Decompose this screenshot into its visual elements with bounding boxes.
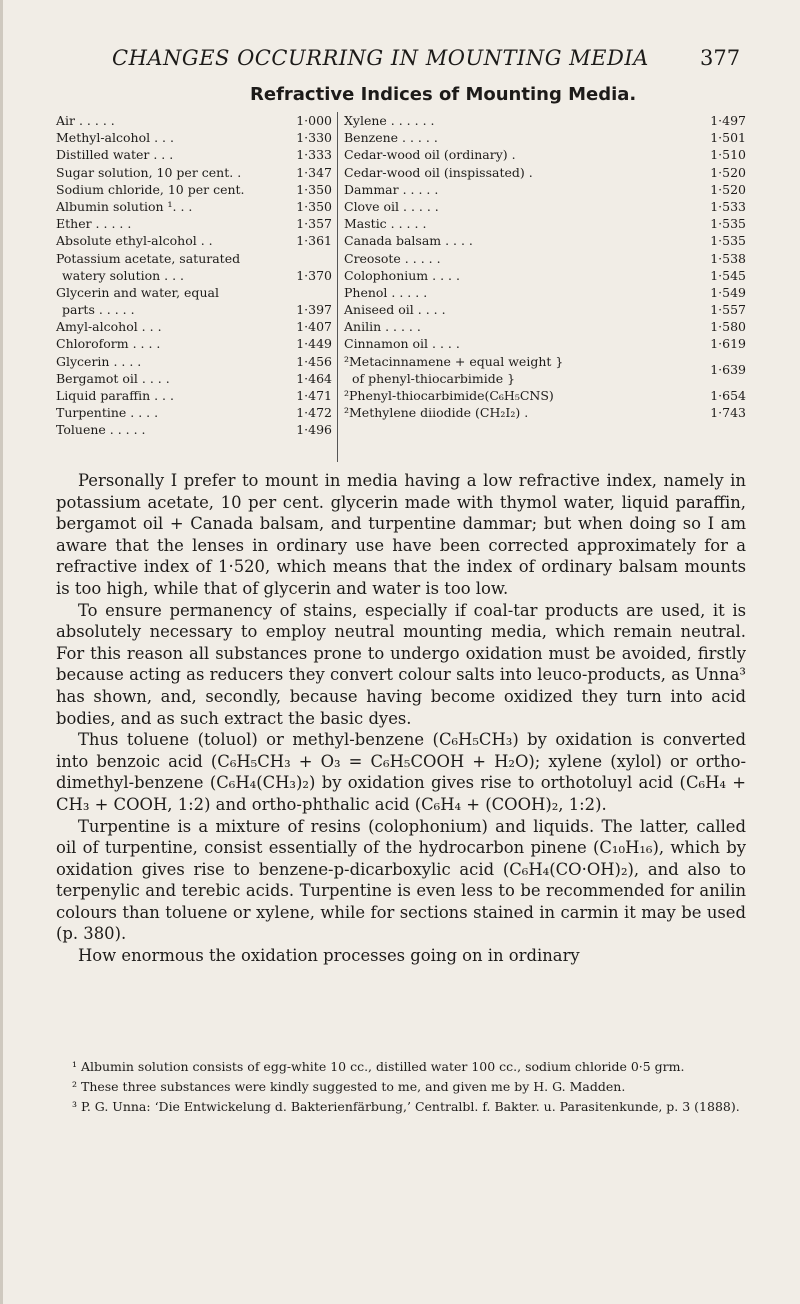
refractive-index-value: 1·471 [296,388,332,404]
table-row [344,267,746,284]
table-left-column [56,112,332,439]
refractive-index-value: 1·535 [710,233,746,249]
substance-name: Sodium chloride, 10 per cent. [56,181,245,197]
substance-name: Absolute ethyl-alcohol . . [56,233,213,249]
substance-name: Benzene . . . . . [344,130,438,146]
table-row [344,215,746,232]
table-row [344,250,746,267]
refractive-index-value: 1·330 [296,130,332,146]
paragraph: Turpentine is a mixture of resins (colophonium) and liquids. The latter, called oil of turpentine, consist essentially of the hydrocarbon pinene (C₁₀H₁₆), which by oxidation gives rise to benzene-p-dicarboxylic acid (C₆H₄(CO·OH)₂), and also to terpenylic and terebic acids. Turpentine is even less to be recommended for anilin colours than toluene or xylene, while for sections stained in carmin it may be used (p. 380). [56,816,746,944]
refractive-index-value: 1·333 [296,147,332,163]
table-row [56,284,332,318]
refractive-index-value: 1·496 [296,422,332,438]
substance-name: Sugar solution, 10 per cent. . [56,164,242,180]
table-row [344,318,746,335]
substance-name: Creosote . . . . . [344,250,441,266]
substance-name: Bergamot oil . . . . [56,370,170,386]
refractive-index-value: 1·456 [296,353,332,369]
table-row [56,181,332,198]
substance-name: ²Metacinnamene + equal weight } [344,353,564,369]
table-row [56,129,332,146]
table-row [56,387,332,404]
substance-name: Potassium acetate, saturated [56,250,241,266]
refractive-index-value: 1·535 [710,216,746,232]
table-row [344,146,746,163]
refractive-index-value: 1·370 [296,267,332,283]
refractive-index-value: 1·533 [710,198,746,214]
page-edge-shadow [0,0,3,1304]
refractive-index-value: 1·654 [710,388,746,404]
footnote: ² These three substances were kindly suggested to me, and given me by H. G. Madden. [72,1079,626,1094]
substance-name: Amyl-alcohol . . . [56,319,162,335]
substance-name: ²Phenyl-thiocarbimide(C₆H₅CNS) [344,388,554,404]
refractive-index-value: 1·407 [296,319,332,335]
substance-name: Clove oil . . . . . [344,198,439,214]
refractive-index-value: 1·520 [710,164,746,180]
substance-name: Ether . . . . . [56,216,132,232]
refractive-index-value: 1·347 [296,164,332,180]
table-row [56,250,332,284]
substance-name: Aniseed oil . . . . [344,302,446,318]
substance-name: Colophonium . . . . [344,267,460,283]
substance-name: Air . . . . . [56,113,115,128]
refractive-index-value: 1·357 [296,216,332,232]
refractive-index-value: 1·464 [296,370,332,386]
substance-name: Xylene . . . . . . [344,113,435,128]
table-row [344,335,746,352]
refractive-index-value: 1·449 [296,336,332,352]
substance-name: Liquid paraffin . . . [56,388,174,404]
refractive-index-value: 1·619 [710,336,746,352]
table-row [56,232,332,249]
table-row [56,198,332,215]
refractive-index-value: 1·000 [296,113,332,128]
refractive-index-value: 1·501 [710,130,746,146]
footnote: ¹ Albumin solution consists of egg-white 10 cc., distilled water 100 cc., sodium chloride 0·5 grm. [72,1059,685,1074]
substance-name: Distilled water . . . [56,147,174,163]
table-right-column [344,112,746,421]
refractive-index-value: 1·361 [296,233,332,249]
refractive-index-value: 1·497 [710,113,746,128]
substance-name-continued: watery solution . . . [62,267,185,283]
table-row [56,335,332,352]
substance-name: Anilin . . . . . [344,319,421,335]
body-text [56,470,746,967]
refractive-index-value: 1·557 [710,302,746,318]
table-row [344,164,746,181]
table-row [344,198,746,215]
table-row [56,215,332,232]
paragraph: Personally I prefer to mount in media having a low refractive index, namely in potassium acetate, 10 per cent. glycerin made with thymol water, liquid paraffin, bergamot oil + Canada balsam, and turpentine dammar; but when doing so I am aware that the lenses in ordinary use have been corrected approximately for a refractive index of 1·520, which means that the index of ordinary balsam mounts is too high, while that of glycerin and water is too low. [56,471,746,598]
table-row [344,301,746,318]
table-row [56,318,332,335]
substance-name: Albumin solution ¹. . . [56,198,193,214]
substance-name-continued: of phenyl-thiocarbimide } [352,370,516,386]
substance-name: Dammar . . . . . [344,181,439,197]
refractive-index-value: 1·743 [710,405,746,421]
refractive-index-value: 1·538 [710,250,746,266]
paragraph: To ensure permanency of stains, especially if coal-tar products are used, it is absolutely necessary to employ neutral mounting media, which remain neutral. For this reason all substances prone to undergo oxidation must be avoided, firstly because acting as reducers they convert colour salts into leuco-products, as Unna³ has shown, and, secondly, because having become oxidized they turn into acid bodies, and as such extract the basic dyes. [56,600,746,728]
substance-name: Glycerin and water, equal [56,284,219,300]
substance-name: Turpentine . . . . [56,405,159,421]
table-row-braced [344,353,746,387]
refractive-index-value: 1·472 [296,405,332,421]
substance-name: Toluene . . . . . [56,422,146,438]
table-row [56,353,332,370]
refractive-index-value: 1·520 [710,181,746,197]
table-row [344,112,746,129]
table-row [344,129,746,146]
table-row [56,112,332,129]
paragraph: Thus toluene (toluol) or methyl-benzene (C₆H₅CH₃) by oxidation is converted into benzoic acid (C₆H₅CH₃ + O₃ = C₆H₅COOH + H₂O); xylene (xylol) or ortho-dimethyl-benzene (C₆H₄(CH₃)₂) by oxidation gives rise to orthotoluyl acid (C₆H₄ + CH₃ + COOH, 1:2) and ortho-phthalic acid (C₆H₄ + (COOH)₂, 1:2). [56,730,746,814]
substance-name: Cedar-wood oil (ordinary) . [344,147,516,163]
table-row [344,387,746,404]
refractive-index-value: 1·580 [710,319,746,335]
refractive-index-value: 1·510 [710,147,746,163]
table-row [344,181,746,198]
refractive-index-value: 1·350 [296,198,332,214]
footnote: ³ P. G. Unna: ‘Die Entwickelung d. Bakterienfärbung,’ Centralbl. f. Bakter. u. Parasitenkunde, p. 3 (1888). [72,1099,740,1114]
paragraph: How enormous the oxidation processes going on in ordinary [78,946,580,966]
table-row [56,146,332,163]
substance-name: Glycerin . . . . [56,353,142,369]
table-row [56,421,332,438]
table-row [344,284,746,301]
refractive-index-value: 1·639 [710,361,746,377]
substance-name: Mastic . . . . . [344,216,427,232]
substance-name-continued: parts . . . . . [62,301,135,317]
substance-name: Phenol . . . . . [344,284,428,300]
substance-name: Canada balsam . . . . [344,233,473,249]
substance-name: ²Methylene diiodide (CH₂I₂) . [344,405,529,421]
table-title: Refractive Indices of Mounting Media. [250,84,637,105]
column-divider [337,112,338,462]
table-row [56,164,332,181]
running-head: CHANGES OCCURRING IN MOUNTING MEDIA [112,46,649,70]
refractive-index-value: 1·350 [296,181,332,197]
refractive-index-value: 1·397 [296,301,332,317]
footnotes [56,1058,746,1118]
substance-name: Cinnamon oil . . . . [344,336,460,352]
refractive-index-value: 1·549 [710,284,746,300]
substance-name: Cedar-wood oil (inspissated) . [344,164,533,180]
table-row [344,404,746,421]
substance-name: Chloroform . . . . [56,336,161,352]
substance-name: Methyl-alcohol . . . [56,130,174,146]
refractive-index-value: 1·545 [710,267,746,283]
table-row [56,404,332,421]
table-row [344,232,746,249]
page-number: 377 [700,46,741,70]
table-row [56,370,332,387]
